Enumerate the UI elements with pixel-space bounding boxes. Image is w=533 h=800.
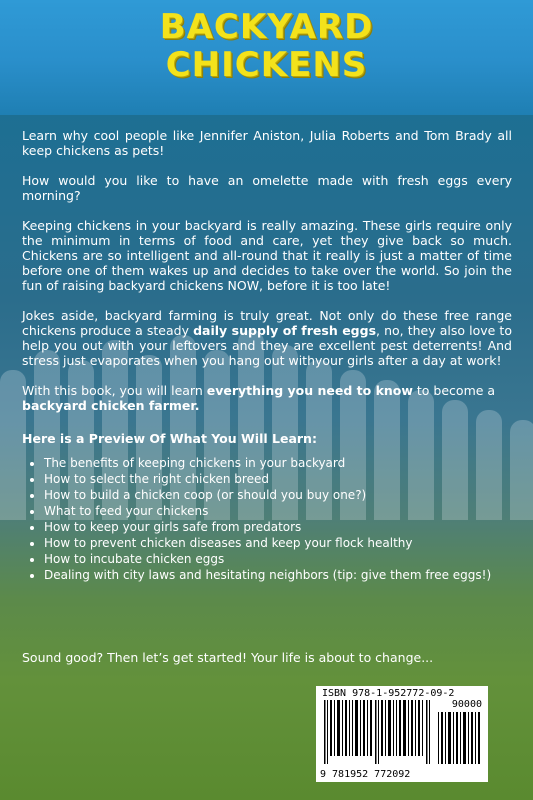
book-title <box>0 8 533 84</box>
list-item: • Dealing with city laws and hesitating neighbors (tip: give them free eggs!) <box>44 568 512 582</box>
barcode-digits: 9 781952 772092 <box>320 769 411 780</box>
jokes-text-bold: daily supply of fresh eggs <box>193 323 377 338</box>
omelette-paragraph: How would you like to have an omelette made with fresh eggs every morning? <box>22 173 512 203</box>
price-barcode-icon <box>438 712 482 764</box>
title-line-2: CHICKENS <box>165 45 368 85</box>
list-item: • How to select the right chicken breed <box>44 472 512 486</box>
preview-list <box>22 456 512 582</box>
price-code: 90000 <box>451 699 482 710</box>
preview-heading: Here is a Preview Of What You Will Learn: <box>22 431 317 446</box>
title-line-1: BACKYARD <box>159 7 374 47</box>
jokes-paragraph <box>22 308 512 368</box>
jokes-text-b: , no, they also love to help you out with your leftovers and they are excellent pest deterrents! And stress just evaporates when you hang out withyour girls after a day at work! <box>22 323 512 368</box>
book-paragraph <box>22 383 512 413</box>
list-item: • How to build a chicken coop (or should you buy one?) <box>44 488 512 502</box>
description-text <box>22 128 512 584</box>
intro-paragraph: Learn why cool people like Jennifer Aniston, Julia Roberts and Tom Brady all keep chickens as pets! <box>22 128 512 158</box>
book-text-a: With this book, you will learn <box>22 383 207 398</box>
list-item: • How to keep your girls safe from predators <box>44 520 512 534</box>
list-item: • How to incubate chicken eggs <box>44 552 512 566</box>
list-item: • What to feed your chickens <box>44 504 512 518</box>
isbn-text: ISBN 978-1-952772-09-2 <box>322 688 455 699</box>
book-text-bold-1: everything you need to know <box>206 383 413 398</box>
keeping-chickens-paragraph: Keeping chickens in your backyard is really amazing. These girls require only the minimum in terms of food and care, yet they give back so much. Chickens are so intelligent and all-round that it really is just a matter of time before one of them wakes up and decides to take over the world. So join the fun of raising backyard chickens NOW, before it is too late! <box>22 218 512 293</box>
isbn-barcode <box>316 686 488 782</box>
book-text-b: to become a <box>412 383 496 398</box>
list-item: • The benefits of keeping chickens in your backyard <box>44 456 512 470</box>
barcode-icon <box>324 700 434 764</box>
jokes-text-a: Jokes aside, backyard farming is truly great. Not only do these free range chickens produce a steady <box>22 308 512 338</box>
closing-line: Sound good? Then let’s get started! Your life is about to change... <box>22 650 434 665</box>
book-text-bold-2: backyard chicken farmer. <box>22 398 200 413</box>
list-item: • How to prevent chicken diseases and keep your flock healthy <box>44 536 512 550</box>
